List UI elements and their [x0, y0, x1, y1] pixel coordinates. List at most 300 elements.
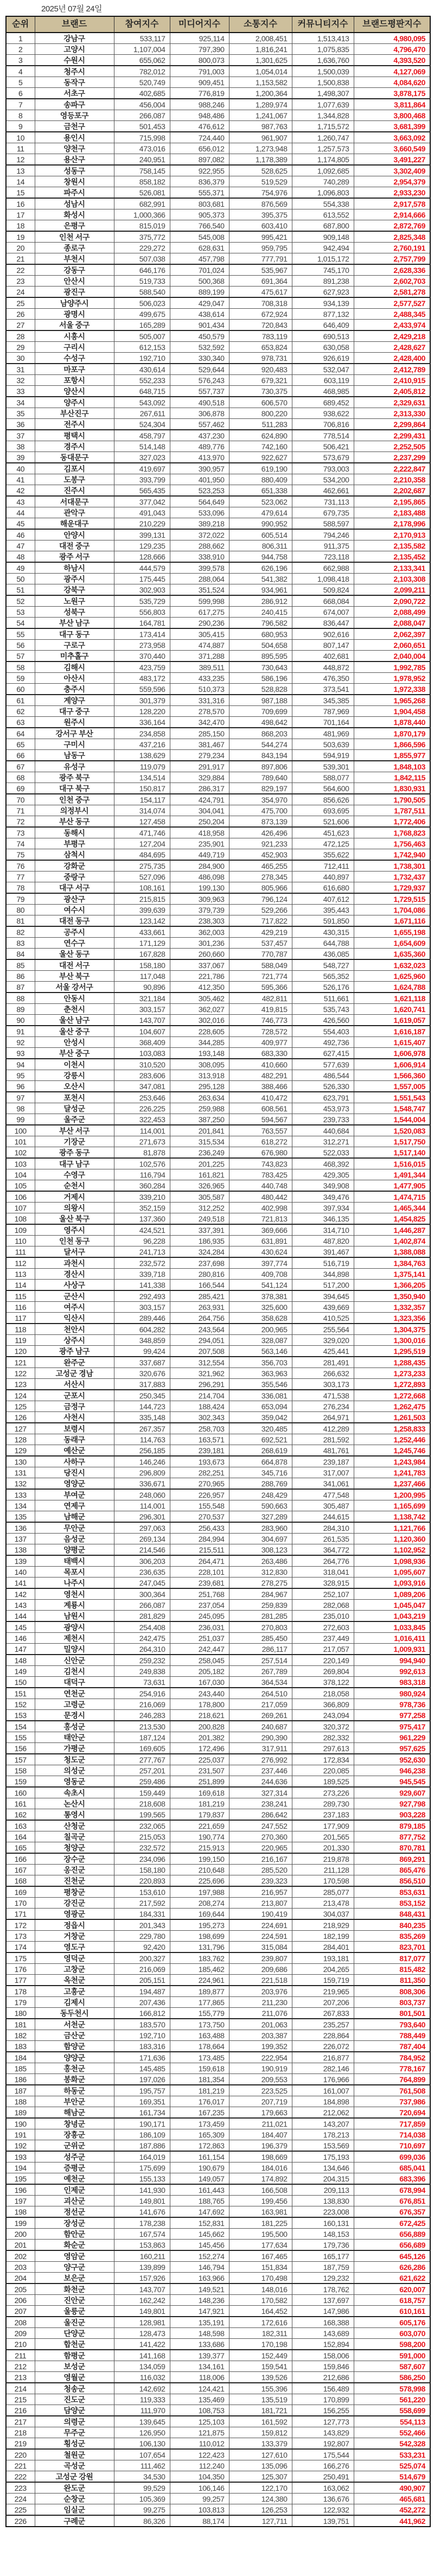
reputation-index-cell: 1,089,206	[354, 1588, 430, 1600]
brand-cell: 양천구	[35, 143, 114, 154]
rank-cell: 150	[6, 1677, 35, 1688]
rank-cell: 88	[6, 993, 35, 1004]
rank-cell: 59	[6, 673, 35, 684]
rank-cell: 16	[6, 198, 35, 209]
media-cell: 124,421	[170, 2383, 229, 2394]
communication-cell: 409,977	[229, 1037, 292, 1048]
participation-cell: 655,062	[114, 55, 170, 66]
communication-cell: 653,094	[229, 1401, 292, 1412]
media-cell: 236,249	[170, 1147, 229, 1159]
reputation-index-cell: 561,220	[354, 2394, 430, 2405]
communication-cell: 475,617	[229, 287, 292, 298]
community-cell: 212,686	[292, 2372, 354, 2383]
media-cell: 169,644	[170, 1909, 229, 1920]
community-cell: 284,401	[292, 1942, 354, 1953]
communication-cell: 590,663	[229, 1500, 292, 1511]
table-row	[6, 739, 430, 750]
table-row	[6, 1346, 430, 1357]
header-reputation-index: 브랜드평판지수	[354, 16, 430, 33]
media-cell: 324,284	[170, 1246, 229, 1258]
media-cell: 389,218	[170, 518, 229, 530]
reputation-index-cell: 761,508	[354, 2085, 430, 2096]
participation-cell: 178,238	[114, 2217, 170, 2229]
table-row	[6, 1865, 430, 1875]
community-cell: 153,569	[292, 2140, 354, 2152]
reputation-index-cell: 2,183,488	[354, 507, 430, 518]
community-cell: 516,719	[292, 1257, 354, 1269]
reputation-index-cell: 1,729,515	[354, 893, 430, 905]
reputation-index-cell: 4,980,095	[354, 33, 430, 44]
communication-cell: 800,220	[229, 408, 292, 419]
rank-cell: 26	[6, 309, 35, 320]
community-cell: 366,809	[292, 1699, 354, 1710]
communication-cell: 363,963	[229, 1368, 292, 1379]
media-cell: 270,965	[170, 1478, 229, 1490]
rank-cell: 86	[6, 971, 35, 982]
table-row	[6, 1191, 430, 1203]
table-row	[6, 2460, 430, 2471]
communication-cell: 179,663	[229, 2107, 292, 2119]
community-cell: 1,077,639	[292, 99, 354, 110]
rank-cell: 55	[6, 628, 35, 640]
community-cell: 436,085	[292, 949, 354, 960]
media-cell: 155,548	[170, 1500, 229, 1511]
reputation-index-cell: 552,466	[354, 2427, 430, 2438]
brand-cell: 청주시	[35, 66, 114, 77]
rank-cell: 221	[6, 2460, 35, 2471]
community-cell: 1,500,838	[292, 77, 354, 88]
community-cell: 209,113	[292, 2184, 354, 2196]
reputation-index-cell: 1,756,463	[354, 838, 430, 849]
participation-cell: 612,153	[114, 342, 170, 353]
table-row	[6, 474, 430, 485]
rank-cell: 160	[6, 1787, 35, 1798]
table-row	[6, 1699, 430, 1710]
rank-cell: 169	[6, 1886, 35, 1898]
brand-cell: 고성군 강원	[35, 2471, 114, 2483]
table-row	[6, 551, 430, 563]
communication-cell: 631,891	[229, 1236, 292, 1246]
community-cell: 902,616	[292, 628, 354, 640]
community-cell: 218,058	[292, 1688, 354, 1699]
communication-cell: 511,283	[229, 419, 292, 430]
community-cell: 588,077	[292, 772, 354, 783]
participation-cell: 106,130	[114, 2438, 170, 2450]
reputation-index-cell: 2,410,915	[354, 375, 430, 386]
table-row	[6, 2162, 430, 2173]
rank-cell: 66	[6, 750, 35, 761]
brand-cell: 금정구	[35, 1401, 114, 1412]
media-cell: 294,051	[170, 1335, 229, 1346]
participation-cell: 360,284	[114, 1180, 170, 1192]
table-row	[6, 264, 430, 276]
media-cell: 305,462	[170, 993, 229, 1004]
community-cell: 281,491	[292, 1357, 354, 1368]
brand-cell: 아산시	[35, 673, 114, 684]
brand-cell: 중랑구	[35, 872, 114, 882]
communication-cell: 304,697	[229, 1534, 292, 1544]
participation-cell: 186,109	[114, 2129, 170, 2140]
brand-cell: 영도구	[35, 1942, 114, 1953]
participation-cell: 141,338	[114, 1280, 170, 1291]
media-cell: 210,648	[170, 1865, 229, 1875]
table-row	[6, 1224, 430, 1236]
rank-cell: 189	[6, 2107, 35, 2119]
participation-cell: 499,675	[114, 309, 170, 320]
reputation-index-cell: 2,252,505	[354, 441, 430, 452]
reputation-index-cell: 1,258,833	[354, 1423, 430, 1434]
media-cell: 178,800	[170, 1699, 229, 1710]
table-row	[6, 1467, 430, 1478]
rank-cell: 191	[6, 2129, 35, 2140]
media-cell: 159,618	[170, 2063, 229, 2074]
participation-cell: 169,605	[114, 1743, 170, 1754]
table-row	[6, 959, 430, 971]
community-cell: 303,173	[292, 1379, 354, 1390]
media-cell: 251,899	[170, 1776, 229, 1788]
table-row	[6, 518, 430, 530]
participation-cell: 114,001	[114, 1125, 170, 1136]
media-cell: 231,507	[170, 1765, 229, 1776]
media-cell: 337,067	[170, 959, 229, 971]
reputation-index-cell: 1,045,047	[354, 1600, 430, 1611]
media-cell: 225,696	[170, 1875, 229, 1887]
table-row	[6, 1114, 430, 1125]
media-cell: 313,918	[170, 1070, 229, 1081]
table-row	[6, 982, 430, 993]
rank-cell: 63	[6, 717, 35, 728]
brand-cell: 청양군	[35, 1842, 114, 1854]
communication-cell: 2,008,451	[229, 33, 292, 44]
brand-cell: 고령군	[35, 1699, 114, 1710]
participation-cell: 92,420	[114, 1942, 170, 1953]
communication-cell: 608,561	[229, 1103, 292, 1114]
table-row	[6, 1280, 430, 1291]
rank-cell: 161	[6, 1798, 35, 1809]
community-cell: 297,613	[292, 1743, 354, 1754]
table-row	[6, 1787, 430, 1798]
participation-cell: 114,001	[114, 1500, 170, 1511]
communication-cell: 624,890	[229, 430, 292, 441]
table-body	[6, 33, 430, 2527]
communication-cell: 1,200,364	[229, 88, 292, 99]
communication-cell: 163,981	[229, 2206, 292, 2218]
participation-cell: 105,369	[114, 2494, 170, 2504]
communication-cell: 315,084	[229, 1942, 292, 1953]
participation-cell: 34,530	[114, 2471, 170, 2483]
rank-cell: 137	[6, 1534, 35, 1544]
participation-cell: 146,246	[114, 1456, 170, 1467]
brand-cell: 봉화군	[35, 2074, 114, 2085]
participation-cell: 506,023	[114, 297, 170, 309]
media-cell: 218,621	[170, 1710, 229, 1721]
participation-cell: 183,570	[114, 2019, 170, 2030]
brand-cell: 관악구	[35, 507, 114, 518]
participation-cell: 444,579	[114, 562, 170, 574]
table-row	[6, 2196, 430, 2206]
media-cell: 800,073	[170, 55, 229, 66]
table-row	[6, 1445, 430, 1456]
header-community: 커뮤니티지수	[292, 16, 354, 33]
rank-cell: 209	[6, 2328, 35, 2339]
communication-cell: 402,998	[229, 1203, 292, 1213]
table-row	[6, 2449, 430, 2460]
communication-cell: 672,924	[229, 309, 292, 320]
table-row	[6, 1820, 430, 1831]
reputation-index-cell: 465,681	[354, 2494, 430, 2504]
communication-cell: 541,382	[229, 574, 292, 584]
brand-cell: 동대문구	[35, 452, 114, 463]
rank-cell: 211	[6, 2350, 35, 2361]
participation-cell: 165,289	[114, 320, 170, 331]
communication-cell: 285,450	[229, 1633, 292, 1644]
brand-cell: 강남구	[35, 33, 114, 44]
community-cell: 281,592	[292, 1434, 354, 1445]
brand-cell: 경주시	[35, 441, 114, 452]
communication-cell: 196,379	[229, 2140, 292, 2152]
table-row	[6, 2273, 430, 2284]
table-row	[6, 1081, 430, 1092]
participation-cell: 236,635	[114, 1567, 170, 1578]
rank-cell: 185	[6, 2063, 35, 2074]
rank-cell: 126	[6, 1412, 35, 1423]
communication-cell: 159,541	[229, 2361, 292, 2372]
community-cell: 129,232	[292, 2273, 354, 2284]
rank-cell: 47	[6, 540, 35, 551]
rank-cell: 32	[6, 375, 35, 386]
participation-cell: 253,646	[114, 1092, 170, 1103]
brand-cell: 칠곡군	[35, 1831, 114, 1842]
community-cell: 712,411	[292, 860, 354, 872]
brand-cell: 임실군	[35, 2504, 114, 2516]
table-row	[6, 1853, 430, 1865]
participation-cell: 162,242	[114, 2295, 170, 2306]
brand-cell: 서산시	[35, 1379, 114, 1390]
reputation-index-cell: 975,417	[354, 1721, 430, 1732]
media-cell: 200,828	[170, 1721, 229, 1732]
media-cell: 457,798	[170, 253, 229, 265]
rank-cell: 61	[6, 695, 35, 706]
rank-cell: 92	[6, 1037, 35, 1048]
community-cell: 471,538	[292, 1390, 354, 1401]
rank-cell: 184	[6, 2052, 35, 2063]
reputation-index-cell: 1,241,783	[354, 1467, 430, 1478]
brand-cell: 정선군	[35, 2206, 114, 2218]
reputation-index-cell: 853,631	[354, 1886, 430, 1898]
community-cell: 1,015,172	[292, 253, 354, 265]
brand-cell: 영양군	[35, 1478, 114, 1490]
rank-cell: 103	[6, 1158, 35, 1169]
media-cell: 312,554	[170, 1357, 229, 1368]
community-cell: 204,315	[292, 2173, 354, 2185]
rank-cell: 177	[6, 1975, 35, 1986]
rank-cell: 29	[6, 342, 35, 353]
communication-cell: 220,965	[229, 1842, 292, 1854]
reputation-index-cell: 1,566,360	[354, 1070, 430, 1081]
participation-cell: 159,449	[114, 1787, 170, 1798]
communication-cell: 327,289	[229, 1511, 292, 1523]
table-row	[6, 1048, 430, 1059]
media-cell: 221,786	[170, 971, 229, 982]
brand-cell: 달서구	[35, 1246, 114, 1258]
participation-cell: 264,310	[114, 1644, 170, 1655]
rank-cell: 217	[6, 2416, 35, 2427]
brand-cell: 기장군	[35, 1136, 114, 1147]
community-cell: 1,344,828	[292, 110, 354, 121]
brand-cell: 성북구	[35, 607, 114, 618]
reputation-index-cell: 2,760,191	[354, 243, 430, 253]
communication-cell: 528,828	[229, 684, 292, 695]
media-cell: 288,662	[170, 540, 229, 551]
media-cell: 263,931	[170, 1302, 229, 1313]
rank-cell: 223	[6, 2482, 35, 2494]
table-row	[6, 1942, 430, 1953]
reputation-index-cell: 1,619,057	[354, 1015, 430, 1026]
table-row	[6, 805, 430, 816]
media-cell: 201,225	[170, 1158, 229, 1169]
brand-cell: 경산시	[35, 1269, 114, 1280]
table-row	[6, 1390, 430, 1401]
table-row	[6, 1666, 430, 1677]
communication-cell: 482,811	[229, 993, 292, 1004]
participation-cell: 335,148	[114, 1412, 170, 1423]
reputation-index-cell: 1,043,219	[354, 1611, 430, 1622]
media-cell: 148,598	[170, 2328, 229, 2339]
rank-cell: 139	[6, 1555, 35, 1567]
table-row	[6, 794, 430, 805]
rank-cell: 71	[6, 805, 35, 816]
participation-cell: 458,797	[114, 430, 170, 441]
media-cell: 371,288	[170, 651, 229, 662]
community-cell: 177,909	[292, 1820, 354, 1831]
community-cell: 468,392	[292, 1158, 354, 1169]
community-cell: 740,289	[292, 176, 354, 187]
media-cell: 555,371	[170, 187, 229, 199]
participation-cell: 192,710	[114, 2030, 170, 2041]
table-row	[6, 143, 430, 154]
participation-cell: 505,007	[114, 330, 170, 342]
rank-cell: 124	[6, 1390, 35, 1401]
community-cell: 184,898	[292, 2096, 354, 2107]
community-cell: 481,761	[292, 1445, 354, 1456]
rank-cell: 82	[6, 926, 35, 938]
table-row	[6, 452, 430, 463]
participation-cell: 302,903	[114, 584, 170, 596]
communication-cell: 789,640	[229, 772, 292, 783]
rank-cell: 39	[6, 452, 35, 463]
media-cell: 193,673	[170, 1456, 229, 1467]
media-cell: 338,910	[170, 551, 229, 563]
media-cell: 169,618	[170, 1787, 229, 1798]
rank-cell: 130	[6, 1456, 35, 1467]
communication-cell: 605,514	[229, 529, 292, 540]
rank-cell: 31	[6, 364, 35, 375]
media-cell: 486,098	[170, 872, 229, 882]
participation-cell: 126,950	[114, 2427, 170, 2438]
brand-cell: 춘천시	[35, 1004, 114, 1015]
communication-cell: 504,658	[229, 640, 292, 651]
reputation-index-cell: 1,632,023	[354, 959, 430, 971]
participation-cell: 296,301	[114, 1511, 170, 1523]
reputation-index-cell: 1,992,785	[354, 662, 430, 673]
media-cell: 133,686	[170, 2339, 229, 2350]
reputation-index-cell: 1,033,845	[354, 1621, 430, 1633]
rank-cell: 218	[6, 2427, 35, 2438]
communication-cell: 238,241	[229, 1798, 292, 1809]
reputation-index-cell: 1,772,406	[354, 816, 430, 828]
reputation-index-cell: 1,384,763	[354, 1257, 430, 1269]
community-cell: 143,689	[292, 2328, 354, 2339]
table-row	[6, 1478, 430, 1490]
participation-cell: 297,063	[114, 1522, 170, 1534]
rank-cell: 28	[6, 330, 35, 342]
participation-cell: 137,360	[114, 1213, 170, 1225]
rank-cell: 33	[6, 386, 35, 397]
reputation-index-cell: 1,304,375	[354, 1324, 430, 1335]
participation-cell: 588,540	[114, 287, 170, 298]
rank-cell: 34	[6, 397, 35, 408]
reputation-index-cell: 1,016,411	[354, 1633, 430, 1644]
report-date: 2025년 07월 24일	[41, 4, 103, 14]
communication-cell: 429,219	[229, 926, 292, 938]
participation-cell: 430,614	[114, 364, 170, 375]
communication-cell: 528,625	[229, 165, 292, 176]
community-cell: 462,661	[292, 485, 354, 497]
participation-cell: 138,629	[114, 750, 170, 761]
table-row	[6, 1236, 430, 1246]
table-row	[6, 1964, 430, 1975]
media-cell: 108,753	[170, 2405, 229, 2416]
rank-cell: 21	[6, 253, 35, 265]
participation-cell: 514,148	[114, 441, 170, 452]
media-cell: 342,470	[170, 717, 229, 728]
brand-cell: 광주 북구	[35, 772, 114, 783]
community-cell: 926,619	[292, 353, 354, 364]
reputation-index-cell: 2,412,789	[354, 364, 430, 375]
rank-cell: 96	[6, 1081, 35, 1092]
media-cell: 134,161	[170, 2361, 229, 2372]
reputation-index-cell: 683,396	[354, 2173, 430, 2185]
table-row	[6, 342, 430, 353]
communication-cell: 328,087	[229, 1335, 292, 1346]
rank-cell: 4	[6, 66, 35, 77]
brand-cell: 의왕시	[35, 1203, 114, 1213]
rank-cell: 145	[6, 1621, 35, 1633]
reputation-index-cell: 778,167	[354, 2063, 430, 2074]
community-cell: 201,330	[292, 1842, 354, 1854]
communication-cell: 679,321	[229, 375, 292, 386]
brand-cell: 부산 중구	[35, 1048, 114, 1059]
community-cell: 289,730	[292, 1798, 354, 1809]
reputation-index-cell: 1,366,205	[354, 1280, 430, 1291]
table-row	[6, 1015, 430, 1026]
brand-cell: 부산 남구	[35, 618, 114, 629]
rank-cell: 224	[6, 2494, 35, 2504]
brand-cell: 태백시	[35, 1555, 114, 1567]
reputation-index-cell: 554,113	[354, 2416, 430, 2427]
brand-cell: 음성군	[35, 1534, 114, 1544]
community-cell: 219,965	[292, 1986, 354, 1997]
community-cell: 139,751	[292, 2515, 354, 2527]
community-cell: 522,033	[292, 1147, 354, 1159]
table-row	[6, 993, 430, 1004]
table-row	[6, 529, 430, 540]
rank-cell: 22	[6, 264, 35, 276]
table-row	[6, 165, 430, 176]
media-cell: 701,024	[170, 264, 229, 276]
reputation-index-cell: 2,299,431	[354, 430, 430, 441]
community-cell: 1,098,418	[292, 574, 354, 584]
